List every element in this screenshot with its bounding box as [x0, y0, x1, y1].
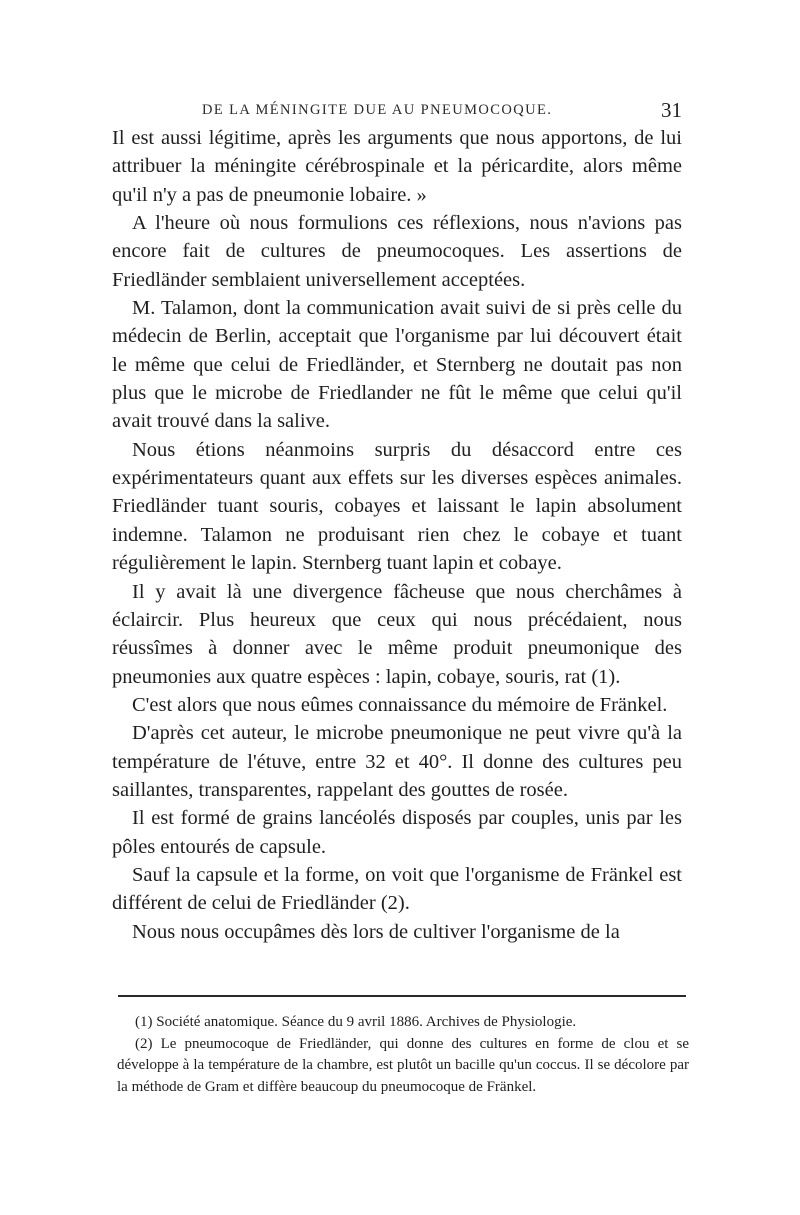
paragraph-5: Il y avait là une divergence fâcheuse que nous cherchâmes à éclaircir. Plus heureux que ceux qui nous précédaient, nous réussîmes à donner avec le même produit pneumonique des pneumonies aux quatre espèces : lapin, cobaye, souris, rat (1).: [112, 580, 682, 688]
paragraph-8: Il est formé de grains lancéolés disposés par couples, unis par les pôles entourés de capsule.: [112, 807, 682, 858]
paragraph-4: Nous étions néanmoins surpris du désaccord entre ces expérimentateurs quant aux effets sur les diverses espèces animales. Friedländer tuant souris, cobayes et laissant le lapin absolument indemne. Talamon ne produisant rien chez le cobaye et tuant régulièrement le lapin. Sternberg tuant lapin et cobaye.: [112, 438, 682, 575]
paragraph-9: Sauf la capsule et la forme, on voit que l'organisme de Fränkel est différent de celui de Friedländer (2).: [112, 863, 682, 915]
paragraph-3: M. Talamon, dont la communication avait suivi de si près celle du médecin de Berlin, acceptait que l'organisme par lui découvert était le même que celui de Friedländer, et Sternberg ne doutait pas non plus que le microbe de Friedlander ne fût le même que celui qu'il avait trouvé dans la salive.: [112, 297, 682, 433]
paragraph-10: Nous nous occupâmes dès lors de cultiver l'organisme de la: [132, 920, 620, 943]
paragraph-1: Il est aussi légitime, après les arguments que nous apportons, de lui attribuer la méningite cérébrospinale et la péricardite, alors même qu'il n'y a pas de pneumonie lobaire. »: [112, 127, 682, 206]
running-head: [112, 98, 682, 124]
paragraph-2: A l'heure où nous formulions ces réflexions, nous n'avions pas encore fait de cultures de pneumocoques. Les assertions de Friedländer semblaient universellement acceptées.: [112, 212, 682, 291]
footnote-1: (1) Société anatomique. Séance du 9 avril 1886. Archives de Physiologie.: [135, 1014, 577, 1030]
paragraph-6: C'est alors que nous eûmes connaissance du mémoire de Fränkel.: [132, 693, 668, 716]
footnote-2: (2) Le pneumocoque de Friedländer, qui donne des cultures en forme de clou et se développe à la température de la chambre, est plutôt un bacille qu'un coccus. Il se décolore par la méthode de Gram et diffère beaucoup du pneumocoque de Fränkel.: [117, 1035, 689, 1095]
footnote-divider: [118, 995, 686, 997]
running-title: DE LA MÉNINGITE DUE AU PNEUMOCOQUE.: [202, 102, 553, 118]
body-text: [112, 124, 682, 946]
paragraph-7: D'après cet auteur, le microbe pneumonique ne peut vivre qu'à la température de l'étuve, entre 32 et 40°. Il donne des cultures peu saillantes, transparentes, rappelant des gouttes de rosée.: [112, 722, 682, 801]
page-number: 31: [661, 98, 682, 122]
footnotes: [117, 1012, 689, 1098]
